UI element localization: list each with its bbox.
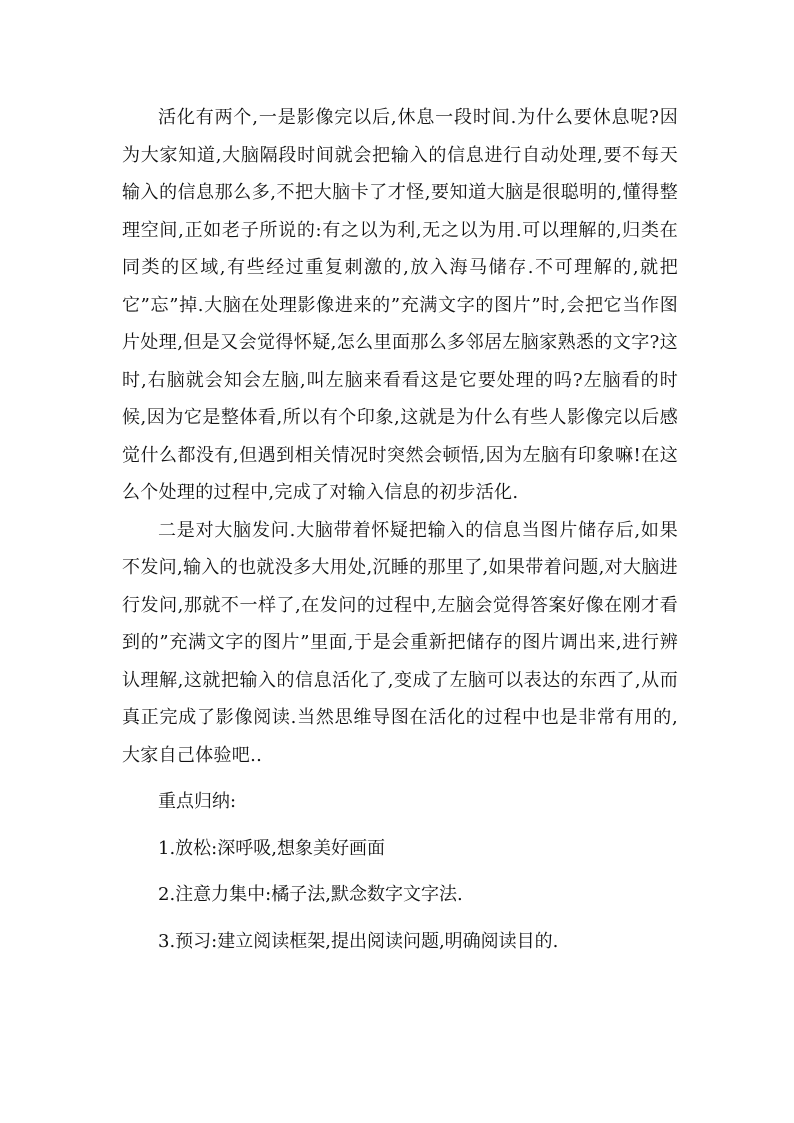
list-spacer bbox=[122, 867, 678, 876]
summary-item-relax: 1.放松:深呼吸,想象美好画面 bbox=[158, 837, 385, 859]
list-spacer bbox=[122, 914, 678, 923]
list-spacer bbox=[122, 821, 678, 830]
document-body bbox=[122, 99, 678, 960]
summary-item-preview: 3.预习:建立阅读框架,提出阅读问题,明确阅读目的. bbox=[158, 930, 559, 952]
paragraph-spacer bbox=[122, 774, 678, 783]
paragraph-activation-rest: 活化有两个,一是影像完以后,休息一段时间.为什么要休息呢?因为大家知道,大脑隔段时间就会把输入的信息进行自动处理,要不每天输入的信息那么多,不把大脑卡了才怪,要知道大脑是很聪明的,懂得整理空间,正如老子所说的:有之以为利,无之以为用.可以理解的,归类在同类的区域,有些经过重复刺激的,放入海马储存.不可理解的,就把它”忘”掉.大脑在处理影像进来的”充满文字的图片”时,会把它当作图片处理,但是又会觉得怀疑,怎么里面那么多邻居左脑家熟悉的文字?这时,右脑就会知会左脑,叫左脑来看看这是它要处理的吗?左脑看的时候,因为它是整体看,所以有个印象,这就是为什么有些人影像完以后感觉什么都没有,但遇到相关情况时突然会顿悟,因为左脑有印象嘛!在这么个处理的过程中,完成了对输入信息的初步活化. bbox=[122, 107, 678, 503]
summary-item-focus: 2.注意力集中:橘子法,默念数字文字法. bbox=[158, 884, 463, 905]
summary-heading: 重点归纳: bbox=[158, 791, 237, 812]
paragraph-ask-brain: 二是对大脑发问.大脑带着怀疑把输入的信息当图片储存后,如果不发问,输入的也就没多大用处,沉睡的那里了,如果带着问题,对大脑进行发问,那就不一样了,在发问的过程中,左脑会觉得答案好像在刚才看到的”充满文字的图片”里面,于是会重新把储存的图片调出来,进行辨认理解,这就把输入的信息活化了,变成了左脑可以表达的东西了,从而真正完成了影像阅读.当然思维导图在活化的过程中也是非常有用的,大家自己体验吧.. bbox=[122, 519, 678, 766]
